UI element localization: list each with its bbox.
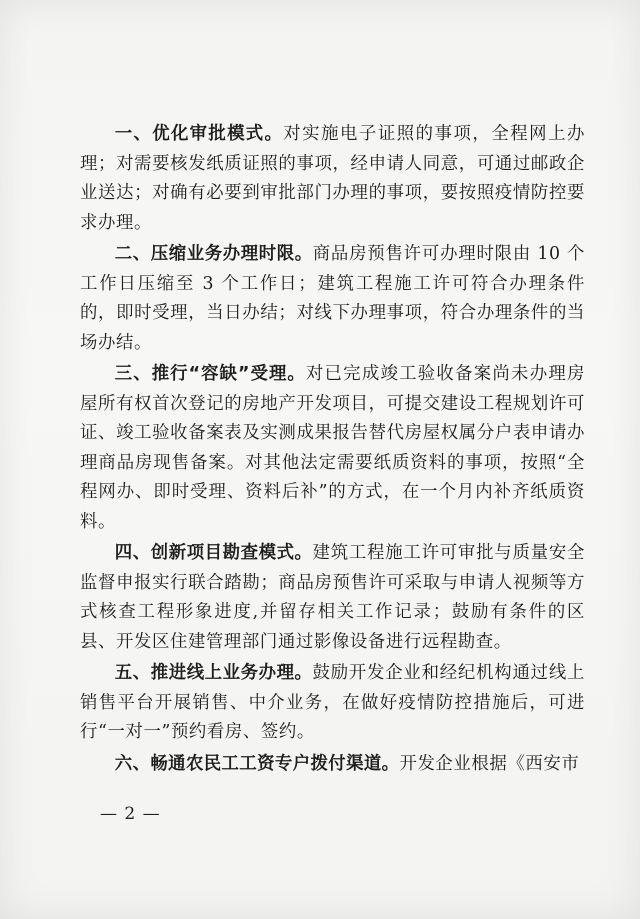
paragraph-5-heading: 五、推进线上业务办理。 [114,663,313,683]
paragraph-3-heading: 三、推行“容缺”受理。 [114,364,306,384]
paragraph-4 [80,539,585,657]
page-number: — 2 — [100,804,161,824]
paragraph-6 [80,750,585,780]
paragraph-6-text: 开发企业根据《西安市 [399,753,580,774]
paragraph-2 [80,240,585,358]
paragraph-4-text: 建筑工程施工许可审批与质量安全监督申报实行联合踏勘；商品房预售许可采取与申请人视频等方式核查工程形象进度,并留存相关工作记录；鼓励有条件的区县、开发区住建管理部门通过影像设备进行远程勘查。 [80,543,585,652]
paragraph-5-text: 鼓励开发企业和经纪机构通过线上销售平台开展销售、中介业务，在做好疫情防控措施后，可进行“一对一”预约看房、签约。 [80,663,585,742]
paragraph-5 [80,659,585,748]
paragraph-1-heading: 一、优化审批模式。 [114,124,284,144]
paragraph-1 [80,120,585,238]
paragraph-4-heading: 四、创新项目勘查模式。 [114,543,313,563]
paragraph-6-heading: 六、畅通农民工工资专户拨付渠道。 [114,753,400,774]
paragraph-3-text: 对已完成竣工验收备案尚未办理房屋所有权首次登记的房地产开发项目，可提交建设工程规划许可证、竣工验收备案表及实测成果报告替代房屋权属分户表申请办理商品房现售备案。对其他法定需要纸质资料的事项，按照“全程网办、即时受理、资料后补”的方式，在一个月内补齐纸质资料。 [80,364,585,532]
document-body [80,120,585,781]
paragraph-1-text: 对实施电子证照的事项，全程网上办理；对需要核发纸质证照的事项，经申请人同意，可通过邮政企业送达；对确有必要到审批部门办理的事项，要按照疫情防控要求办理。 [80,124,585,233]
paragraph-2-text: 商品房预售许可办理时限由 10 个工作日压缩至 3 个工作日；建筑工程施工许可符合办理条件的，即时受理，当日办结；对线下办理事项，符合办理条件的当场办结。 [80,244,586,353]
paragraph-2-heading: 二、压缩业务办理时限。 [114,244,313,264]
paragraph-3 [80,360,585,537]
